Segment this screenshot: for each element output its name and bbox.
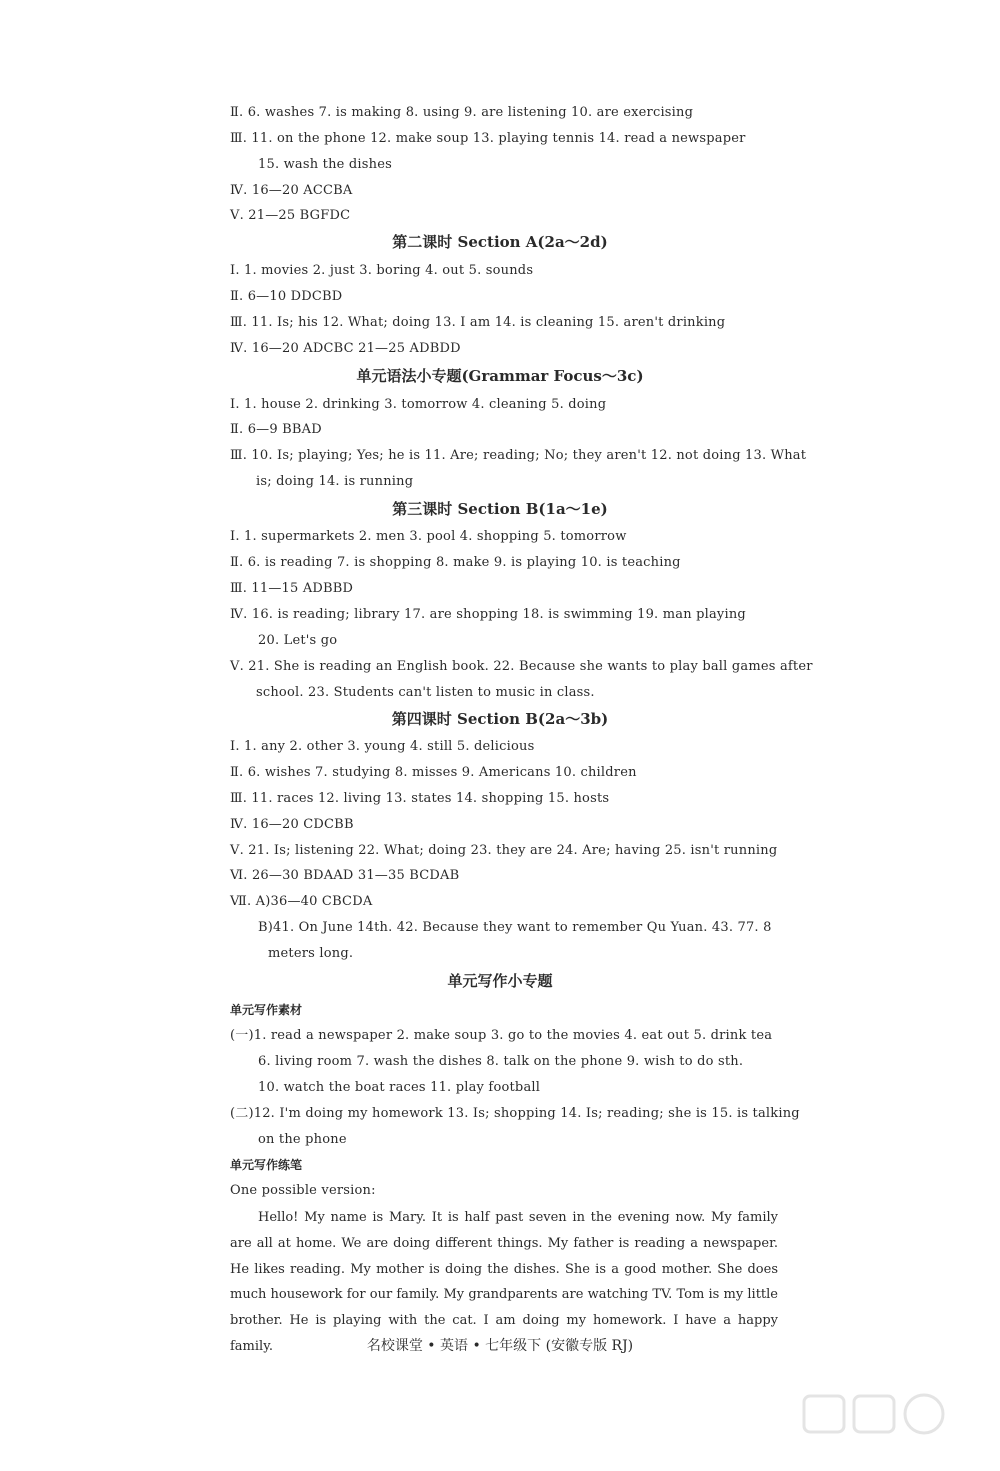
section-heading: 第四课时 Section B(2a～3b) <box>391 710 609 728</box>
answer-line: Ⅱ. 6—10 DDCBD <box>230 289 343 304</box>
answer-line: 15. wash the dishes <box>258 157 392 172</box>
answer-line: Ⅳ. 16—20 CDCBB <box>230 817 354 832</box>
answer-line: 20. Let's go <box>258 633 338 648</box>
answer-line: on the phone <box>258 1132 347 1147</box>
answer-line: (一)1. read a newspaper 2. make soup 3. go to the movies 4. eat out 5. drink tea <box>230 1028 773 1043</box>
answer-line: Ⅲ. 11. Is; his 12. What; doing 13. I am 14. is cleaning 15. aren't drinking <box>230 315 726 330</box>
answer-line: 10. watch the boat races 11. play football <box>258 1080 541 1095</box>
answer-line: (二)12. I'm doing my homework 13. Is; shopping 14. Is; reading; she is 15. is talking <box>230 1106 800 1121</box>
watermark-logo <box>800 1390 960 1460</box>
answer-line: is; doing 14. is running <box>256 474 414 489</box>
section-heading: 单元写作小专题 <box>447 972 553 990</box>
answer-line: Ⅲ. 11. on the phone 12. make soup 13. playing tennis 14. read a newspaper <box>230 131 746 146</box>
answer-line: B)41. On June 14th. 42. Because they want to remember Qu Yuan. 43. 77. 8 <box>258 920 772 935</box>
answer-line: Ⅰ. 1. any 2. other 3. young 4. still 5. delicious <box>230 739 535 754</box>
section-heading: 单元语法小专题(Grammar Focus～3c) <box>356 367 644 385</box>
subsection-label: 单元写作练笔 <box>230 1158 303 1172</box>
answer-line: Ⅶ. A)36—40 CBCDA <box>230 894 373 909</box>
answer-line: Ⅰ. 1. supermarkets 2. men 3. pool 4. shopping 5. tomorrow <box>230 529 627 544</box>
answer-line: Ⅱ. 6—9 BBAD <box>230 422 322 437</box>
subsection-label: 单元写作素材 <box>230 1003 303 1017</box>
answer-line: Ⅰ. 1. movies 2. just 3. boring 4. out 5. sounds <box>230 263 534 278</box>
answer-line: Ⅰ. 1. house 2. drinking 3. tomorrow 4. cleaning 5. doing <box>230 397 607 412</box>
answer-line: Ⅴ. 21—25 BGFDC <box>230 208 351 223</box>
page-footer: 名校课堂 • 英语 • 七年级下 (安徽专版 RJ) <box>366 1338 634 1354</box>
answer-line: meters long. <box>268 946 354 961</box>
essay-text: Hello! My name is Mary. It is half past seven in the evening now. My family are all at home. We are doing different things. My father is reading a newspaper. He likes reading. My mother is doing the dishes. She is a good mother. She does much housework for our family. My grandparents are watching TV. Tom is my little brother. He is playing with the cat. I am doing my homework. I have a happy family. <box>230 1210 778 1354</box>
answer-line: Ⅲ. 10. Is; playing; Yes; he is 11. Are; reading; No; they aren't 12. not doing 13. What <box>230 448 807 463</box>
answer-line: Ⅲ. 11—15 ADBBD <box>230 581 354 596</box>
section-heading: 第三课时 Section B(1a～1e) <box>392 500 608 518</box>
answer-line: One possible version: <box>230 1183 376 1198</box>
answer-line: Ⅱ. 6. is reading 7. is shopping 8. make 9. is playing 10. is teaching <box>230 555 681 570</box>
answer-line: Ⅳ. 16—20 ACCBA <box>230 183 353 198</box>
answer-line: Ⅳ. 16—20 ADCBC 21—25 ADBDD <box>230 341 461 356</box>
answer-line: Ⅱ. 6. wishes 7. studying 8. misses 9. Americans 10. children <box>230 765 637 780</box>
answer-line: Ⅲ. 11. races 12. living 13. states 14. shopping 15. hosts <box>230 791 610 806</box>
answer-line: Ⅱ. 6. washes 7. is making 8. using 9. are listening 10. are exercising <box>230 105 694 120</box>
answer-line: Ⅴ. 21. She is reading an English book. 22. Because she wants to play ball games after <box>230 659 813 674</box>
answer-line: Ⅴ. 21. Is; listening 22. What; doing 23. they are 24. Are; having 25. isn't running <box>230 843 778 858</box>
answer-line: 6. living room 7. wash the dishes 8. talk on the phone 9. wish to do sth. <box>258 1054 744 1069</box>
section-heading: 第二课时 Section A(2a～2d) <box>392 233 608 251</box>
answer-line: Ⅵ. 26—30 BDAAD 31—35 BCDAB <box>230 868 460 883</box>
answer-line: Ⅳ. 16. is reading; library 17. are shopping 18. is swimming 19. man playing <box>230 607 746 622</box>
answer-line: school. 23. Students can't listen to music in class. <box>256 685 595 700</box>
